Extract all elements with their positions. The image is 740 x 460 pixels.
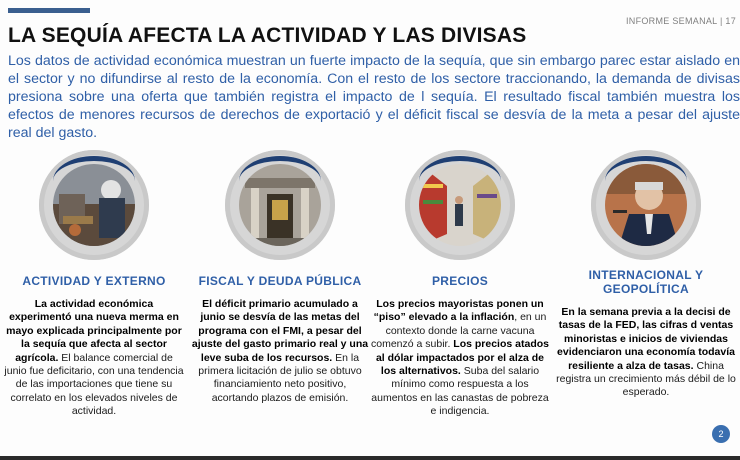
column-text-bold: El déficit primario acumulado a junio se desvía de las metas del programa con el FMI, a pesar del ajuste del gasto primario real y una leve suba de los recursos. [191, 298, 369, 364]
supermarket-photo [405, 150, 515, 260]
column-text-regular: El balance comercial de junio fue deficitario, con una tendencia de las importaciones que tiene su correlato en los elevados niveles de actividad. [4, 351, 184, 418]
column-text-bold: En la semana previa a la decisi de tasas de la FED, las cifras d ventas minoristas e inicios de viviendas evidenciaron una economía todavía resiliente a alza de tasas. [557, 306, 735, 372]
bank-building-photo [225, 150, 335, 260]
circle-cap-decoration [605, 156, 687, 181]
circle-cap-decoration [53, 156, 135, 181]
column-text-regular: China registra un crecimiento más débil de lo esperado. [556, 359, 736, 399]
column-text-bold: La actividad económica experimentó una nueva merma en mayo explicada principalmente por la sequía que afecta al sector agrícola. [6, 298, 182, 364]
circle-cap-decoration [419, 156, 501, 181]
column-text-bold: Los precios atados al dólar impactados por el alza de los alternativos. [375, 338, 549, 378]
column-text-regular: , en un contexto donde la carne vacuna comenzó a subir. [371, 311, 547, 351]
column-title: PRECIOS [431, 274, 489, 288]
column-text-bold: Los precios mayoristas ponen un “piso” elevado a la inflación [373, 298, 544, 324]
column-title: FISCAL Y DEUDA PÚBLICA [198, 274, 362, 288]
column-text [4, 298, 184, 419]
column-title: ACTIVIDAD Y EXTERNO [22, 274, 166, 288]
column-precios [370, 150, 550, 419]
page-number-badge: 2 [712, 425, 730, 443]
column-text [190, 298, 370, 405]
header-accent-bar [8, 8, 90, 13]
page-title: LA SEQUÍA AFECTA LA ACTIVIDAD Y LAS DIVISAS [8, 24, 527, 47]
column-actividad [4, 150, 184, 419]
column-text [370, 298, 550, 419]
column-text [556, 306, 736, 400]
column-text-regular: Suba del salario mínimo como respuesta a los aumentos en las canastas de pobreza e indigencia. [371, 365, 549, 418]
column-fiscal [190, 150, 370, 405]
column-title: INTERNACIONAL Y GEOPOLÍTICA [588, 268, 704, 296]
column-internacional [556, 150, 736, 400]
speaker-photo [591, 150, 701, 260]
report-label: INFORME SEMANAL | 17 [625, 16, 736, 26]
column-text-regular: En la primera licitación de julio se obtuvo financiamiento neto positivo, acortando plazos de emisión. [198, 351, 362, 404]
bottom-edge [0, 456, 740, 460]
circle-cap-decoration [239, 156, 321, 181]
intro-paragraph: Los datos de actividad económica muestran un fuerte impacto de la sequía, que sin embargo parec estar aislado en el sector y no difundirse al resto de la economía. Con el resto de los sectore traccionando, la demanda de divisas presiona sobre una oferta que también registra el impacto de l sequía. El resultado fiscal también muestra los efectos de menores recursos de derechos de exportació y el déficit fiscal se desvía de la meta a pesar del ajuste real del gasto. [8, 53, 740, 141]
worker-photo [39, 150, 149, 260]
